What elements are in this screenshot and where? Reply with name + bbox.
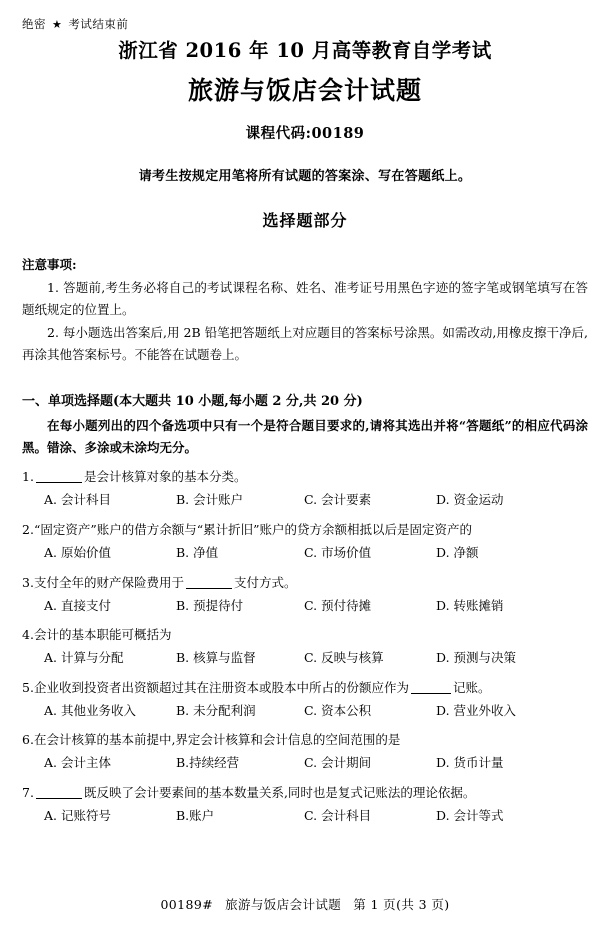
question-stem [22,730,588,750]
option-row [22,648,588,669]
question-stem [22,625,588,645]
option-a[interactable]: A. 会计科目 [44,492,111,508]
answer-blank [36,470,82,483]
question-number: 3. [22,574,34,590]
option-c[interactable]: C. 会计要素 [304,492,372,508]
footer-page-number: 第 1 页(共 3 页) [353,897,450,912]
question-stem-text: 是会计核算对象的基本分类。 [83,469,247,485]
option-row [22,490,588,511]
option-d[interactable]: D. 会计等式 [436,808,504,824]
option-b[interactable]: B. 会计账户 [176,492,244,508]
page-header [0,0,610,231]
option-c[interactable]: C. 反映与核算 [304,650,384,666]
option-d[interactable]: D. 资金运动 [436,492,504,508]
option-row [22,543,588,564]
course-code: 课程代码:00189 [245,125,365,143]
secrecy-right-text: 考试结束前 [68,17,129,31]
page-footer [0,895,610,913]
attention-item-2: 2. 每小题选出答案后,用 2B 铅笔把答题纸上对应题目的答案标号涂黑。如需改动,用橡皮擦干净后,再涂其他答案标号。不能答在试题卷上。 [22,325,588,362]
question-item [22,467,588,511]
question-item [22,573,588,617]
secrecy-left-text: 绝密 [22,17,46,31]
star-icon: ★ [52,18,63,31]
question-item [22,520,588,564]
question-stem-text: 企业收到投资者出资额超过其在注册资本或股本中所占的份额应作为 [33,679,409,695]
question-number: 7. [22,785,34,801]
question-item [22,783,588,827]
option-b[interactable]: B. 预提待付 [176,597,244,613]
answer-blank [411,681,451,694]
question-stem [22,467,588,487]
option-d[interactable]: D. 预测与决策 [436,650,517,666]
option-a[interactable]: A. 直接支付 [44,597,111,613]
page-content [0,255,610,826]
option-row [22,701,588,722]
attention-item-1: 1. 答题前,考生务必将自己的考试课程名称、姓名、准考证号用黑色字迹的签字笔或钢笔填写在答题纸规定的位置上。 [22,280,588,317]
question-stem [22,520,588,540]
question-stem-text: 支付全年的财产保险费用于 [33,574,184,590]
option-d[interactable]: D. 净额 [436,544,479,560]
option-b[interactable]: B. 核算与监督 [176,650,256,666]
option-c[interactable]: C. 市场价值 [304,544,372,560]
secrecy-line [22,16,128,32]
answer-sheet-instruction: 请考生按规定用笔将所有试题的答案涂、写在答题纸上。 [138,169,472,185]
option-row [22,753,588,774]
question-stem [22,678,588,698]
question-number: 1. [22,469,34,485]
option-b[interactable]: B. 净值 [176,544,219,560]
question-number: 6. [22,732,34,748]
question-stem-text: “固定资产”账户的借方余额与“累计折旧”账户的贷方余额相抵以后是固定资产的 [33,521,473,537]
question-stem-text-tail: 支付方式。 [233,574,297,590]
part-one-heading: 一、单项选择题(本大题共 10 小题,每小题 2 分,共 20 分) [22,394,363,410]
option-a[interactable]: A. 记账符号 [44,808,111,824]
option-row [22,596,588,617]
exam-title-line2: 旅游与饭店会计试题 [187,76,422,106]
exam-title-line1: 浙江省 2016 年 10 月高等教育自学考试 [118,39,492,62]
option-c[interactable]: C. 会计科目 [304,808,372,824]
answer-blank [36,786,82,799]
question-stem [22,573,588,593]
question-stem-text: 既反映了会计要素间的基本数量关系,同时也是复式记账法的理论依据。 [83,785,476,801]
question-number: 5. [22,679,34,695]
question-stem [22,783,588,803]
option-d[interactable]: D. 货币计量 [436,755,504,771]
option-a[interactable]: A. 其他业务收入 [44,702,136,718]
option-b[interactable]: B.持续经营 [176,755,240,771]
option-b[interactable]: B.账户 [176,808,215,824]
footer-course-code: 00189# [160,897,214,912]
footer-title: 旅游与饭店会计试题 [225,897,342,912]
attention-label: 注意事项: [22,257,77,273]
option-c[interactable]: C. 会计期间 [304,755,372,771]
question-stem-text-tail: 记账。 [452,679,491,695]
question-item [22,678,588,722]
option-a[interactable]: A. 原始价值 [44,544,111,560]
answer-blank [186,576,232,589]
part-one-note: 在每小题列出的四个备选项中只有一个是符合题目要求的,请将其选出并将“答题纸”的相应代码涂黑。错涂、多涂或未涂均无分。 [22,418,588,455]
option-a[interactable]: A. 计算与分配 [44,650,124,666]
question-stem-text: 在会计核算的基本前提中,界定会计核算和会计信息的空间范围的是 [33,732,401,748]
question-item [22,730,588,774]
option-b[interactable]: B. 未分配利润 [176,702,256,718]
option-c[interactable]: C. 预付待摊 [304,597,372,613]
option-row [22,806,588,827]
question-number: 4. [22,627,34,643]
question-stem-text: 会计的基本职能可概括为 [33,627,172,643]
option-d[interactable]: D. 营业外收入 [436,702,517,718]
option-c[interactable]: C. 资本公积 [304,702,372,718]
question-item [22,625,588,669]
question-number: 2. [22,521,34,537]
option-a[interactable]: A. 会计主体 [44,755,111,771]
option-d[interactable]: D. 转账摊销 [436,597,504,613]
section-title-choice: 选择题部分 [262,211,348,231]
